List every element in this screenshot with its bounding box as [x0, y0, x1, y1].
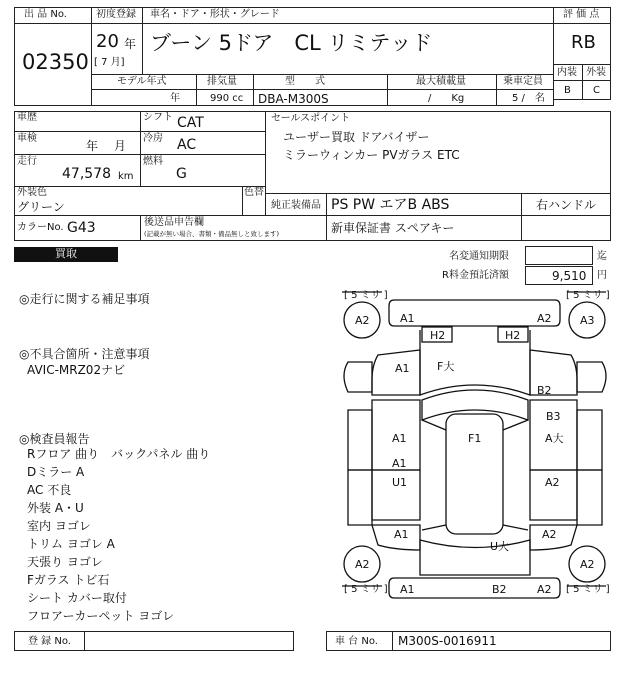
wheel-mark-rear-left: A2: [355, 558, 370, 571]
tire-depth-rear-left: [ 5 ミリ ]: [344, 584, 388, 595]
steering-value: 右ハンドル: [536, 198, 597, 212]
history-label: 車歴: [17, 112, 37, 123]
max-load-label: 最大積載量: [416, 76, 466, 87]
mark-front-bumper-right: A2: [537, 312, 552, 325]
documents-note: (記載が無い場合、書類・備品無しと致します): [144, 230, 280, 238]
mark-windshield: F1: [468, 432, 482, 445]
exterior-color: グリーン: [17, 200, 65, 214]
tire-depth-front-right: [ 5 ミリ ]: [566, 290, 610, 301]
wheel-mark-front-left: A2: [355, 314, 370, 327]
ac-label: 冷房: [143, 133, 163, 144]
inspector-item: Rフロア 曲り バックパネル 曲り: [27, 447, 211, 461]
inspector-item: 室内 ヨゴレ: [27, 519, 91, 533]
evaluation-score: RB: [571, 32, 596, 53]
wheel-mark-rear-right: A2: [580, 558, 595, 571]
capacity-label: 乗車定員: [503, 76, 543, 87]
mark-door-left-rear-1: A1: [392, 457, 407, 470]
inspector-item: 天張り ヨゴレ: [27, 555, 103, 569]
inspector-report-title: ◎検査員報告: [19, 432, 90, 446]
displacement-label: 排気量: [207, 76, 237, 87]
type-label: 型 式: [285, 76, 325, 87]
mark-front-bumper-left: A1: [400, 312, 415, 325]
mileage-label: 走行: [17, 156, 37, 167]
divider: [84, 631, 85, 651]
year-unit: 年: [124, 37, 137, 51]
defect-notes-title: ◎不具合箇所・注意事項: [19, 347, 150, 361]
tire-depth-front-left: [ 5 ミリ ]: [344, 290, 388, 301]
fuel-label: 燃料: [143, 156, 163, 167]
displacement-value: 990 cc: [210, 93, 244, 104]
mark-door-right-rear: A2: [545, 476, 560, 489]
defect-item: AVIC-MRZ02ナビ: [27, 363, 126, 377]
divider: [392, 631, 393, 651]
first-registration-label: 初度登録: [96, 9, 136, 20]
inspection-label: 車検: [17, 133, 37, 144]
mark-headlight-right: H2: [505, 329, 521, 342]
mark-fender-right: B2: [537, 384, 552, 397]
equipment-label: 純正装備品: [271, 200, 321, 211]
ac-value: AC: [177, 137, 197, 153]
mark-door-right-front: B3: [546, 410, 561, 423]
wheel-mark-front-right: A3: [580, 314, 595, 327]
lot-label: 出 品 No.: [24, 9, 67, 20]
registration-month: [ 7 月]: [94, 57, 125, 68]
mark-headlight-left: H2: [430, 329, 446, 342]
inspector-item: フロアーカーペット ヨゴレ: [27, 609, 175, 623]
purchase-badge: 買取: [14, 247, 118, 262]
model-year-label: モデル年式: [117, 76, 167, 87]
registration-year: 20: [96, 31, 119, 52]
mark-rear-bumper-left: A1: [400, 583, 415, 596]
mileage-value: 47,578: [62, 166, 111, 182]
mark-fender-left: A1: [395, 362, 410, 375]
interior-grade: B: [564, 85, 571, 96]
capacity-value: 5 / 名: [512, 93, 545, 104]
inspector-item: 外装 A・U: [27, 501, 84, 515]
color-change-label: 色替: [244, 187, 264, 198]
recycle-value: 9,510: [552, 269, 587, 283]
mark-rear-hatch: U大: [490, 540, 510, 553]
mark-door-left-front: A1: [392, 432, 407, 445]
sales-point-line-1: ユーザー買取 ドアバイザー: [283, 130, 430, 144]
inspector-item: Fガラス トビ石: [27, 573, 110, 587]
shift-label: シフト: [143, 112, 173, 123]
sales-point-label: セールスポイント: [271, 113, 351, 124]
model-type: DBA-M300S: [258, 92, 329, 106]
documents-value: 新車保証書 スペアキー: [331, 221, 455, 235]
inspector-item: AC 不良: [27, 483, 72, 497]
evaluation-label: 評 価 点: [563, 9, 600, 20]
max-load-value: / Kg: [428, 93, 465, 104]
exterior-color-label: 外装色: [17, 187, 47, 198]
car-name-label: 車名・ドア・形状・グレード: [150, 9, 280, 20]
mark-quarter-right: A2: [542, 528, 557, 541]
mark-hood: F大: [437, 360, 455, 373]
equipment-value: PS PW エアB ABS: [331, 197, 450, 213]
tire-depth-rear-right: [ 5 ミリ ]: [566, 584, 610, 595]
sales-point-line-2: ミラーウィンカー PVガラス ETC: [283, 148, 460, 162]
name-change-label: 名変通知期限: [449, 251, 509, 262]
registration-no-label: 登 録 No.: [28, 636, 71, 647]
interior-label: 内装: [557, 67, 577, 78]
inspector-item: シート カバー取付: [27, 591, 127, 605]
mark-door-right-front-2: A大: [545, 432, 564, 445]
mark-rear-bumper-center: B2: [492, 583, 507, 596]
mark-rear-bumper-right: A2: [537, 583, 552, 596]
recycle-unit: 円: [597, 270, 607, 281]
mark-quarter-left: A1: [394, 528, 409, 541]
inspector-item: トリム ヨゴレ A: [27, 537, 115, 551]
model-year-unit: 年: [170, 93, 180, 104]
inspector-item: Dミラー A: [27, 465, 85, 479]
chassis-no-label: 車 台 No.: [335, 636, 378, 647]
color-no-label: カラーNo.: [17, 222, 64, 233]
recycle-label: R料金預託済額: [442, 270, 509, 281]
car-name: ブーン 5ドア CL リミテッド: [150, 31, 433, 55]
chassis-no-value: M300S-0016911: [398, 634, 497, 648]
mark-door-left-rear-2: U1: [392, 476, 408, 489]
color-no-value: G43: [67, 220, 96, 236]
name-change-unit: 迄: [597, 251, 607, 262]
travel-notes-title: ◎走行に関する補足事項: [19, 292, 150, 306]
shift-value: CAT: [177, 115, 204, 131]
exterior-grade: C: [593, 85, 600, 96]
inspection-value: 年 月: [86, 139, 126, 153]
exterior-label: 外装: [586, 67, 606, 78]
lot-number: 02350: [22, 50, 89, 74]
mileage-unit: km: [118, 171, 134, 182]
documents-label: 後送品申告欄: [144, 217, 204, 228]
fuel-value: G: [176, 166, 187, 182]
